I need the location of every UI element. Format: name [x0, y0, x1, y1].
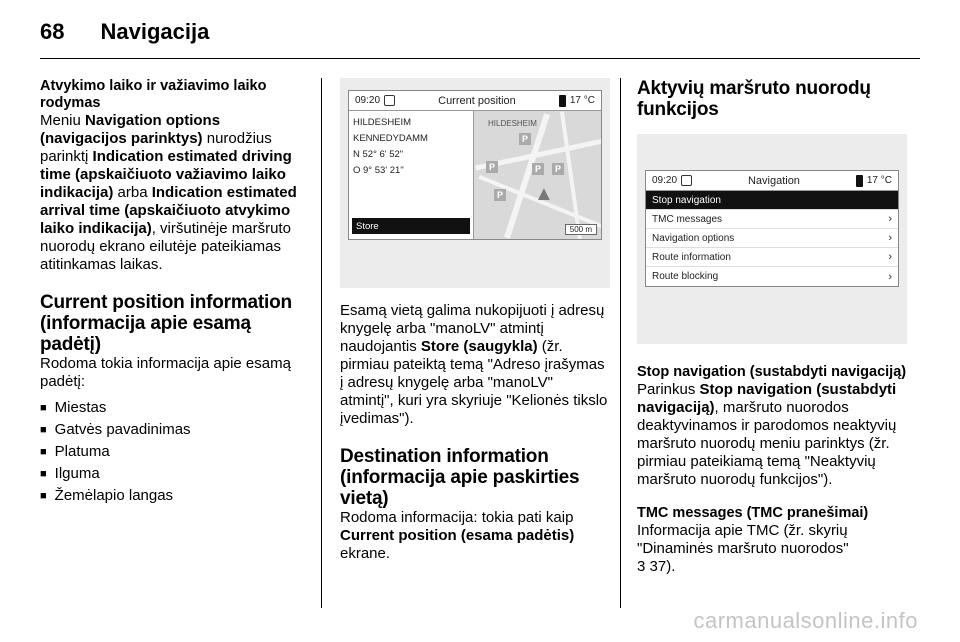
temperature: 17 °C: [569, 95, 595, 106]
paragraph-stop-navigation: [637, 381, 907, 489]
map-city-label: HILDESHEIM: [488, 119, 537, 128]
bullet-icon: ■: [40, 446, 47, 458]
menu-item-label: Route information: [652, 251, 731, 263]
map-scale: 500 m: [565, 224, 597, 235]
screen-topbar: [349, 91, 601, 111]
list-item-label: Gatvės pavadinimas: [54, 421, 191, 438]
display-screen: [645, 170, 899, 287]
bullet-list: [40, 397, 310, 507]
list-item: [40, 485, 310, 507]
parking-icon: P: [552, 163, 564, 175]
paragraph-destination: [340, 509, 610, 563]
list-item: [40, 441, 310, 463]
text-run-bold: Indication estimated arrival time (apskaičiuoto atvykimo laiko indikacija): [40, 184, 297, 237]
paragraph-current-position: Rodoma tokia informacija apie esamą padėtį:: [40, 355, 291, 390]
screenshot-current-position: [340, 78, 610, 288]
navigation-status-icon: [384, 95, 395, 106]
text-run: ekrane.: [340, 545, 391, 562]
chevron-right-icon: ›: [888, 232, 892, 244]
map-road: [560, 111, 582, 239]
map-area: [349, 111, 601, 239]
text-run-bold: Stop navigation (sustabdyti navigaciją): [637, 381, 897, 416]
list-item: [40, 463, 310, 485]
screenshot-navigation-menu: [637, 134, 907, 344]
menu-item-label: TMC messages: [652, 213, 723, 225]
text-run-bold: Current position (esama padėtis): [340, 527, 575, 544]
list-item-label: Žemėlapio langas: [54, 487, 174, 504]
parking-icon: P: [494, 189, 506, 201]
text-run: , maršruto nuorodos deaktyvinamos ir parodomos neaktyvių maršruto nuorodų meniu parinktys (žr. pirmiau pateikiamą temą "Neaktyvių maršruto nuorodų funkcijos").: [637, 399, 897, 488]
text-run-bold: Navigation options (navigacijos parinktys): [40, 112, 221, 147]
column-2: [340, 70, 610, 563]
longitude: O 9° 53' 21": [353, 165, 404, 176]
column-divider-1: [321, 78, 322, 608]
display-screen: [348, 90, 602, 240]
section-heading-active-guidance: Aktyvių maršruto nuorodų funkcijos: [637, 78, 871, 120]
list-item-label: Miestas: [54, 399, 107, 416]
phone-icon: [559, 95, 566, 107]
column-divider-2: [620, 78, 621, 608]
text-run: Rodoma informacija: tokia pati kaip: [340, 509, 574, 526]
chevron-right-icon: ›: [888, 251, 892, 263]
text-run-bold: Indication estimated driving time (apskaičiuoto važiavimo laiko indikacija): [40, 148, 292, 201]
list-item: [40, 419, 310, 441]
bullet-icon: ■: [40, 424, 47, 436]
latitude: N 52° 6' 52": [353, 149, 404, 160]
menu-item-label: Route blocking: [652, 271, 719, 282]
paragraph-tmc: [637, 522, 907, 576]
menu-item-route-information[interactable]: [646, 248, 898, 267]
watermark: carmanualsonline.info: [693, 608, 918, 633]
parking-icon: P: [532, 163, 544, 175]
list-item: [40, 397, 310, 419]
screen-title: Current position: [438, 94, 516, 107]
position-info: [349, 111, 474, 239]
column-1: [40, 70, 310, 507]
text-run: nurodžius parinktį: [40, 130, 272, 165]
text-run-bold: Store (saugykla): [420, 338, 538, 355]
section-heading-stop-navigation: Stop navigation (sustabdyti navigaciją): [637, 364, 907, 380]
page-reference: 3 37).: [637, 558, 676, 575]
list-item-label: Platuma: [54, 443, 110, 460]
text-run: , viršutinėje maršruto nuorodų ekrano eilutėje pateikiamas atitinkamas laikas.: [40, 220, 291, 273]
store-button[interactable]: Store: [352, 218, 470, 234]
column-3: [637, 70, 907, 576]
text-run: Informacija apie TMC (žr. skyrių "Dinaminės maršruto nuorodos": [637, 522, 849, 557]
text-run: arba: [113, 184, 152, 201]
bullet-icon: ■: [40, 402, 47, 414]
header-divider: [40, 58, 920, 59]
section-heading-current-position: Current position information (informacija apie esamą padėtį): [40, 292, 292, 355]
navigation-status-icon: [681, 175, 692, 186]
paragraph-arrival-time: [40, 112, 310, 274]
street-name: KENNEDYDAMM: [353, 133, 428, 144]
phone-icon: [856, 175, 863, 187]
menu-item-label: Stop navigation: [652, 194, 721, 206]
city-name: HILDESHEIM: [353, 117, 412, 128]
section-heading-tmc: TMC messages (TMC pranešimai): [637, 505, 869, 521]
map-window[interactable]: [474, 111, 601, 239]
menu-item-tmc-messages[interactable]: [646, 210, 898, 229]
position-arrow-icon: ▲: [534, 183, 554, 205]
bullet-icon: ■: [40, 490, 47, 502]
page-header: [40, 19, 209, 49]
paragraph-store: [340, 302, 610, 428]
menu-item-stop-navigation[interactable]: [646, 191, 898, 210]
text-run: Parinkus: [637, 381, 700, 398]
page-number: 68: [40, 19, 65, 44]
list-item-label: Ilguma: [54, 465, 100, 482]
text-run: Meniu: [40, 112, 86, 129]
clock-time: 09:20: [355, 95, 381, 106]
clock-time: 09:20: [652, 175, 678, 186]
menu-item-label: Navigation options: [652, 232, 735, 244]
page-title: Navigacija: [100, 19, 210, 44]
text-run: (žr. pirmiau pateiktą temą "Adreso įrašymas į adresų knygelę arba "manoLV" atmintį", kuri yra skyriuje "Kelionės tikslo įvedimas").: [340, 338, 608, 427]
section-heading-destination: Destination information (informacija apie paskirties vietą): [340, 446, 580, 509]
bullet-icon: ■: [40, 468, 47, 480]
section-heading-arrival-time: Atvykimo laiko ir važiavimo laiko rodymas: [40, 78, 267, 111]
chevron-right-icon: ›: [888, 213, 892, 225]
parking-icon: P: [486, 161, 498, 173]
text-run: Esamą vietą galima nukopijuoti į adresų knygelę arba "manoLV" atmintį naudojantis: [340, 302, 605, 355]
menu-item-navigation-options[interactable]: [646, 229, 898, 248]
parking-icon: P: [519, 133, 531, 145]
temperature: 17 °C: [866, 175, 892, 186]
menu-item-route-blocking[interactable]: [646, 267, 898, 286]
screen-title: Navigation: [747, 174, 800, 187]
chevron-right-icon: ›: [888, 270, 892, 283]
screen-topbar: [646, 171, 898, 191]
